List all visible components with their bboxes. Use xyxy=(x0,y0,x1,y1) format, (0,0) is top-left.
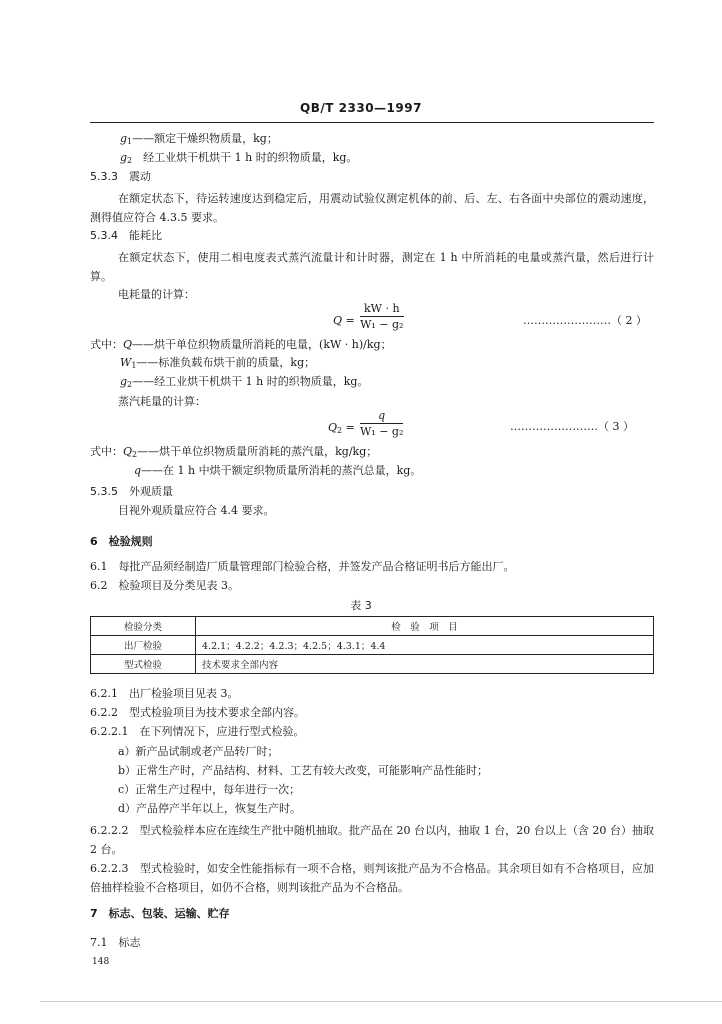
section-7-heading: 7 标志、包装、运输、贮存 xyxy=(90,907,230,920)
list-item-c: c）正常生产过程中，每年进行一次； xyxy=(118,783,301,796)
clause-6-2-2-1: 6.2.2.1 在下列情况下，应进行型式检验。 xyxy=(90,725,305,738)
eq2-lhs: Q = xyxy=(333,314,355,327)
equation-3-tag: ……………………（ 3 ） xyxy=(510,420,634,433)
g2-definition-2: 经工业烘干机烘干 1 h 时的织物质量，kg。 xyxy=(154,375,369,388)
section-title: 能耗比 xyxy=(129,229,162,242)
section-title: 检验规则 xyxy=(108,535,153,548)
g1-definition: $g_1——$额定干燥织物质量，kg； xyxy=(120,132,278,146)
clause-6-2-1: 6.2.1 出厂检验项目见表 3。 xyxy=(90,687,239,700)
where-label: 式中： xyxy=(90,445,123,458)
scan-edge-line xyxy=(40,1001,722,1002)
list-item-a: a）新产品试制或老产品转厂时； xyxy=(118,745,279,758)
vibration-paragraph: 在额定状态下，待运转速度达到稳定后，用震动试验仪测定机体的前、后、左、右各面中央部位的震动速度，测得值应符合 4.3.5 要求。 xyxy=(90,192,654,224)
table-cell: 4.2.1；4.2.2；4.2.3；4.2.5；4.3.1；4.4 xyxy=(196,636,654,655)
g2-line-2: $g_2——$经工业烘干机烘干 1 h 时的织物质量，kg。 xyxy=(120,375,369,389)
g1-text: 额定干燥织物质量，kg； xyxy=(154,132,278,145)
section-title: 震动 xyxy=(129,170,151,183)
appearance-paragraph: 目视外观质量应符合 4.4 要求。 xyxy=(118,504,275,517)
clause-6-2: 6.2 检验项目及分类见表 3。 xyxy=(90,579,239,592)
section-number: 5.3.3 xyxy=(90,170,118,183)
eq3-fraction xyxy=(360,409,403,438)
table-3 xyxy=(90,616,654,674)
table-cell: 型式检验 xyxy=(91,655,196,674)
clause-6-2-2: 6.2.2 型式检验项目为技术要求全部内容。 xyxy=(90,706,305,719)
g2-text: 经工业烘干机烘干 1 h 时的织物质量，kg。 xyxy=(143,151,358,164)
section-title: 外观质量 xyxy=(129,485,173,498)
q-small-definition: 在 1 h 中烘干额定织物质量所消耗的蒸汽总量，kg。 xyxy=(163,464,422,477)
section-5-3-5 xyxy=(90,484,173,500)
energy-paragraph: 在额定状态下，使用二相电度表式蒸汽流量计和计时器，测定在 1 h 中所消耗的电量或蒸汽量，然后进行计算。 xyxy=(90,251,654,283)
steam-calc-label: 蒸汽耗量的计算： xyxy=(118,395,206,408)
clause-6-1: 6.1 每批产品须经制造厂质量管理部门检验合格，并签发产品合格证明书后方能出厂。 xyxy=(90,560,515,573)
equation-2-tag: ……………………（ 2 ） xyxy=(523,314,647,327)
q-definition: 烘干单位织物质量所消耗的电量，(kW · h)/kg； xyxy=(154,338,392,351)
table-cell: 技术要求全部内容 xyxy=(196,655,654,674)
section-number: 5.3.5 xyxy=(90,485,118,498)
table-row xyxy=(91,655,654,674)
section-5-3-4 xyxy=(90,228,162,244)
w1-line: $W_1——$标准负载布烘干前的质量，kg； xyxy=(120,356,316,370)
header-rule xyxy=(90,122,654,123)
where-q2-line: 式中：$Q_2——$烘干单位织物质量所消耗的蒸汽量，kg/kg； xyxy=(90,445,378,459)
table-row xyxy=(91,636,654,655)
eq2-numerator: kW · h xyxy=(360,302,404,317)
clause-6-2-2-2: 6.2.2.2 型式检验样本应在连续生产批中随机抽取。批产品在 20 台以内，抽取 1 台，20 台以上（含 20 台）抽取 2 台。 xyxy=(90,824,654,856)
clause-6-2-2-3: 6.2.2.3 型式检验时，如安全性能指标有一项不合格，则判该批产品为不合格品。其余项目如有不合格项目，应加倍抽样检验不合格项目，如仍不合格，则判该批产品为不合格品。 xyxy=(90,862,654,894)
table-cell: 出厂检验 xyxy=(91,636,196,655)
table-3-caption: 表 3 xyxy=(350,599,372,612)
section-number: 5.3.4 xyxy=(90,229,118,242)
w1-definition: 标准负载布烘干前的质量，kg； xyxy=(158,356,316,369)
table-header-row xyxy=(91,617,654,636)
where-q-line: 式中：Q——烘干单位织物质量所消耗的电量，(kW · h)/kg； xyxy=(90,338,392,351)
document-header: QB/T 2330—1997 xyxy=(300,101,422,115)
section-6-heading xyxy=(90,534,153,550)
table-header-cell: 检 验 项 目 xyxy=(196,617,654,636)
section-5-3-3 xyxy=(90,169,151,185)
eq2-fraction xyxy=(360,302,404,331)
eq2-denominator: W₁ − g₂ xyxy=(360,318,404,331)
list-item-d: d）产品停产半年以上，恢复生产时。 xyxy=(118,802,302,815)
page-number: 148 xyxy=(92,957,110,967)
section-number: 6 xyxy=(90,535,98,548)
eq3-denominator: W₁ − g₂ xyxy=(360,425,404,438)
table-header-cell: 检验分类 xyxy=(91,617,196,636)
electric-calc-label: 电耗量的计算： xyxy=(118,288,195,301)
eq3-lhs: $Q_2$ = xyxy=(328,421,355,435)
where-label: 式中： xyxy=(90,338,123,351)
q-line: q——在 1 h 中烘干额定织物质量所消耗的蒸汽总量，kg。 xyxy=(134,464,422,477)
list-item-b: b）正常生产时，产品结构、材料、工艺有较大改变，可能影响产品性能时； xyxy=(118,764,489,777)
q2-definition: 烘干单位织物质量所消耗的蒸汽量，kg/kg； xyxy=(159,445,378,458)
clause-7-1: 7.1 标志 xyxy=(90,936,141,949)
g2-definition: $g_2$ 经工业烘干机烘干 1 h 时的织物质量，kg。 xyxy=(120,151,358,165)
eq3-numerator: q xyxy=(360,409,403,424)
